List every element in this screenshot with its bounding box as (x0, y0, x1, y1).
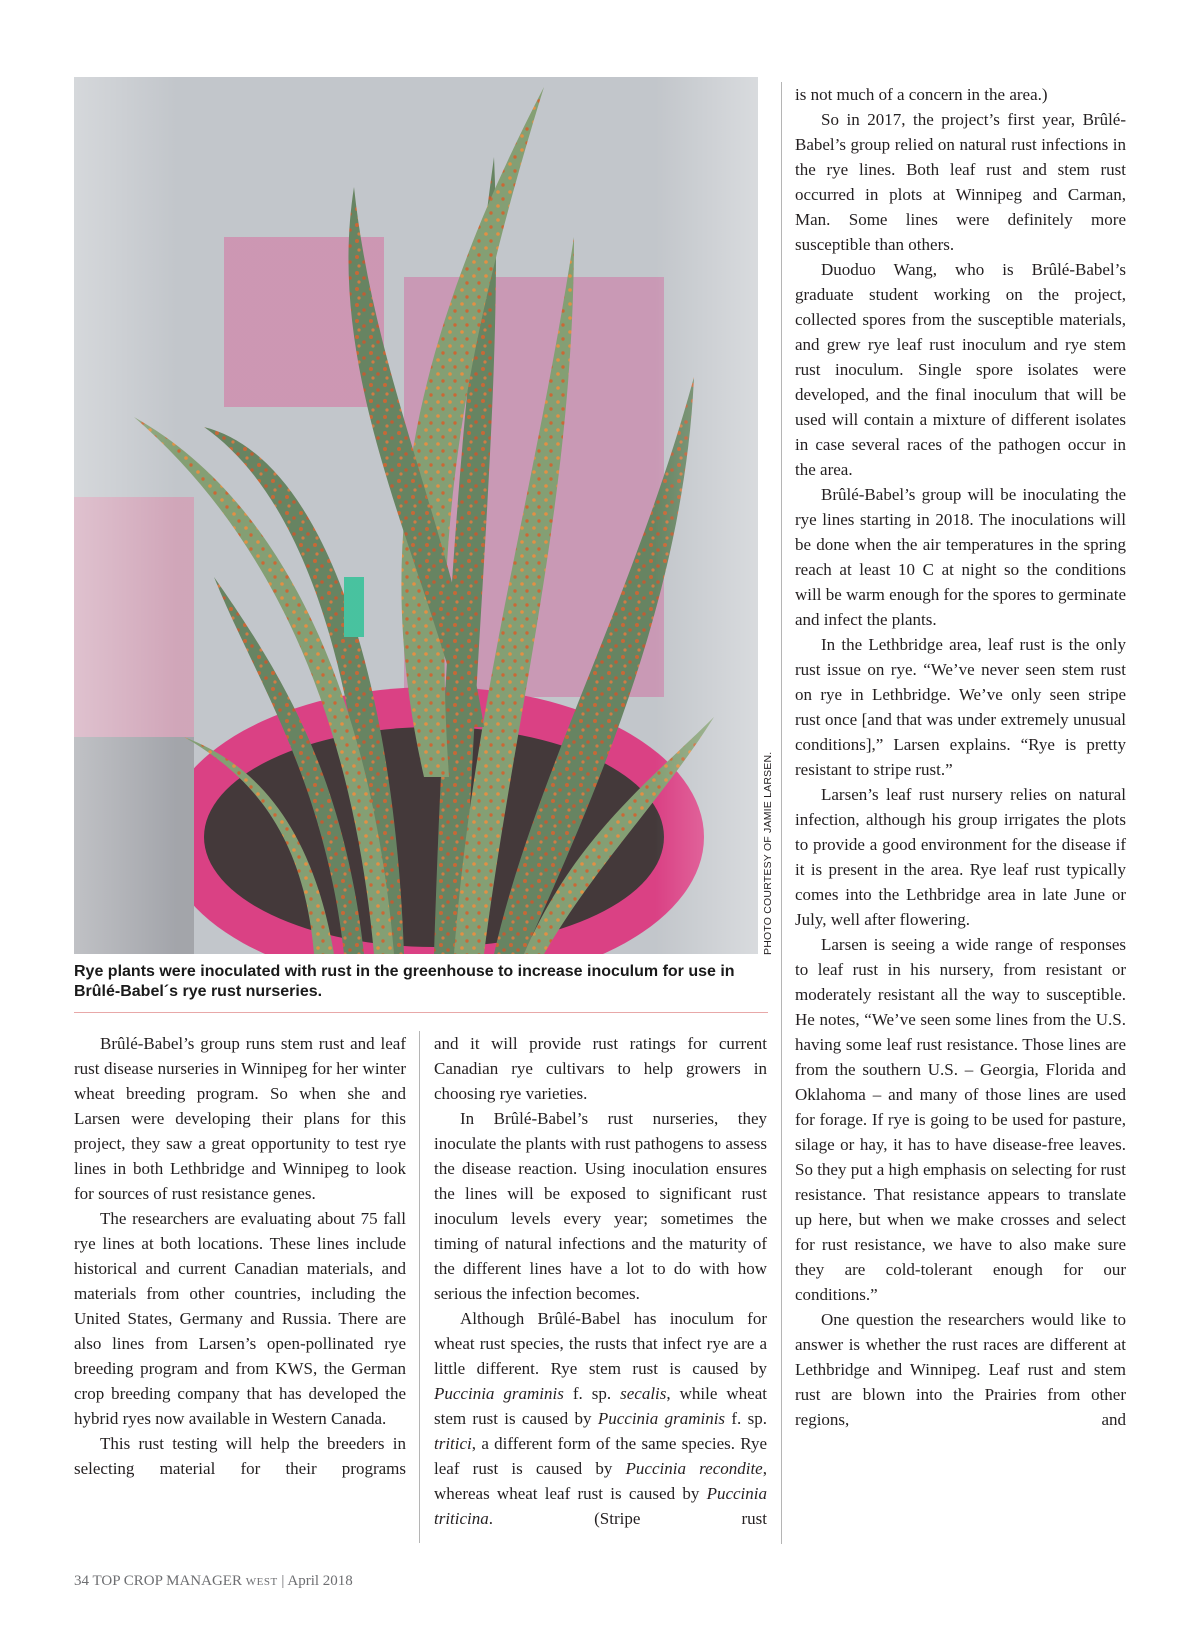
paragraph: Larsen’s leaf rust nursery relies on natural infection, although his group irrigates the plots to provide a good environment for the disease if it is present in the area. Rye leaf rust typically comes into the Lethbridge area in late June or July, well after flowering. (795, 785, 1126, 929)
article-column-1 (74, 1031, 406, 1481)
text-run: f. sp. (725, 1409, 767, 1428)
paragraph: In the Lethbridge area, leaf rust is the only rust issue on rye. “We’ve never seen stem rust on rye in Lethbridge. We’ve only seen stripe rust once [and that was under extremely unusual conditions],” Larsen explains. “Rye is pretty resistant to stripe rust.” (795, 635, 1126, 779)
paragraph: So in 2017, the project’s first year, Brûlé-Babel’s group relied on natural rust infections in the rye lines. Both leaf rust and stem rust occurred in plots at Winnipeg and Carman, Man. Some lines were definitely more susceptible than others. (795, 110, 1126, 254)
species-name: tritici (434, 1434, 472, 1453)
paragraph: Brûlé-Babel’s group will be inoculating the rye lines starting in 2018. The inoculations will be done when the air temperatures in the spring reach at least 10 C at night so the conditions will be warm enough for the spores to germinate and infect the plants. (795, 485, 1126, 629)
paragraph: Larsen is seeing a wide range of responses to leaf rust in his nursery, from resistant or moderately resistant all the way to susceptible. He notes, “We’ve seen some lines from the U.S. having some leaf rust resistance. Those lines are from the southern U.S. – Georgia, Florida and Oklahoma – and many of those lines are used for forage. If rye is going to be used for pasture, silage or hay, it has to have disease-free leaves. So they put a high emphasis on selecting for rust resistance. That resistance appears to translate up here, but when we make crosses and select for rust resistance, we have to also make sure they are cold-tolerant enough for our conditions.” (795, 935, 1126, 1304)
paragraph: One question the researchers would like to answer is whether the rust races are different at Lethbridge and Winnipeg. Leaf rust and stem rust are blown into the Prairies from other regions, and (795, 1310, 1126, 1429)
photo-illustration (74, 77, 758, 954)
paragraph: Duoduo Wang, who is Brûlé-Babel’s graduate student working on the project, collected spores from the susceptible materials, and grew rye leaf rust inoculum and rye stem rust inoculum. Single spore isolates were developed, and the final inoculum that will be used will contain a mixture of different isolates in case several races of the pathogen occur in the area. (795, 260, 1126, 479)
column-divider-1 (419, 1031, 420, 1543)
paragraph: In Brûlé-Babel’s rust nurseries, they inoculate the plants with rust pathogens to assess the disease reaction. Using inoculation ensures the lines will be exposed to significant rust inoculum levels every year; sometimes the timing of natural infections and the maturity of the different lines have a lot to do with how serious the infection becomes. (434, 1109, 767, 1303)
paragraph: and it will provide rust ratings for current Canadian rye cultivars to help growers in choosing rye varieties. (434, 1034, 767, 1103)
article-column-2 (434, 1031, 767, 1531)
footer-separator: | (281, 1573, 285, 1589)
species-name: Puccinia graminis (434, 1384, 564, 1403)
species-name: Puccinia graminis (597, 1409, 726, 1428)
magazine-name: TOP CROP MANAGER (92, 1573, 242, 1589)
article-column-3 (795, 82, 1126, 1432)
paragraph: The researchers are evaluating about 75 fall rye lines at both locations. These lines include historical and current Canadian materials, and materials from other countries, including the United States, Germany and Russia. There are also lines from Larsen’s open-pollinated rye breeding program and from KWS, the German crop breeding company that has developed the hybrid ryes now available in Western Canada. (74, 1209, 406, 1428)
species-name: Puccinia recondite (625, 1459, 763, 1478)
paragraph (434, 1306, 767, 1531)
photo-credit: PHOTO COURTESY OF JAMIE LARSEN. (762, 751, 774, 955)
photo-caption: Rye plants were inoculated with rust in the greenhouse to increase inoculum for use in Brûlé-Babel´s rye rust nurseries. (74, 963, 735, 1000)
text-run: Although Brûlé-Babel has inoculum for wheat rust species, the rusts that infect rye are a little different. Rye stem rust is caused by (434, 1309, 767, 1378)
column-divider-2 (781, 82, 782, 1544)
text-run: , while wheat stem rust is caused by (434, 1384, 767, 1428)
page-number: 34 (74, 1573, 89, 1589)
text-run: f. sp. (563, 1384, 621, 1403)
paragraph: is not much of a concern in the area.) (795, 85, 1048, 104)
paragraph: This rust testing will help the breeders in selecting material for their programs (74, 1434, 406, 1478)
paragraph: Brûlé-Babel’s group runs stem rust and leaf rust disease nurseries in Winnipeg for her winter wheat breeding program. So when she and Larsen were developing their plans for this project, they saw a great opportunity to test rye lines in both Lethbridge and Winnipeg to look for sources of rust resistance genes. (74, 1034, 406, 1203)
caption-divider (74, 1012, 768, 1013)
species-name: secalis (620, 1384, 667, 1403)
issue-date: April 2018 (287, 1573, 353, 1589)
text-run: , a different form of the same species. Rye leaf rust is caused by (434, 1434, 767, 1478)
page-footer (74, 1573, 353, 1590)
species-name: Puccinia triticina (434, 1484, 767, 1528)
magazine-edition: WEST (245, 1576, 278, 1588)
text-run: . (Stripe rust (488, 1509, 767, 1528)
rye-rust-photo (74, 77, 758, 954)
text-run: , whereas wheat leaf rust is caused by (434, 1459, 767, 1503)
